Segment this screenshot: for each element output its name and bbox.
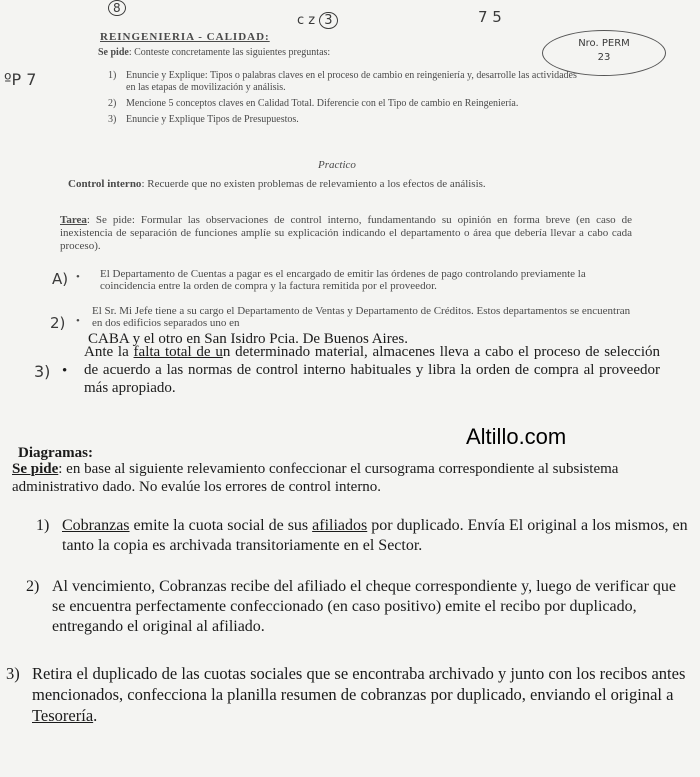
bullet: • (76, 315, 80, 327)
handwritten-item-mark: 2) (50, 314, 66, 332)
diagramas-item-3: 3) Retira el duplicado de las cuotas sociales que se encontraba archivado y junto con los recibos antes mencionados, confecciona la planilla resumen de cobranzas por duplicado, enviando el original a Tesorería. (6, 664, 686, 725)
practico-item-b-continuation: CABA y el otro en San Isidro Pcia. De Buenos Aires. (88, 331, 408, 347)
question-item: 1) Enuncie y Explique: Tipos o palabras claves en el proceso de cambio en reingeniería y, desarrolle las actividades en las etapas de movilización y análisis. (108, 70, 577, 93)
control-interno-paragraph: Control interno: Recuerde que no existen problemas de relevamiento a los efectos de análisis. (68, 178, 486, 190)
handwritten-note: Nro. PERM 23 (542, 30, 666, 76)
question-item: 3) Enuncie y Explique Tipos de Presupuestos. (108, 114, 299, 125)
se-pide-line: Se pide: Conteste concretamente las siguientes preguntas: (98, 47, 331, 58)
tarea-paragraph: Tarea: Se pide: Formular las observaciones de control interno, fundamentando su opinión en forma breve (en caso de inexistencia de separación de funciones amplíe su explicación indicando el departamento o área que debería llevar a cabo cada proceso). (60, 214, 632, 252)
section-title: REINGENIERIA - CALIDAD: (100, 31, 270, 43)
diagramas-se-pide: Se pide: en base al siguiente relevamiento confeccionar el cursograma correspondiente al subsistema administrativo dado. No evalúe los errores de control interno. (12, 461, 619, 495)
practico-title: Practico (318, 159, 356, 171)
practico-item-c: Ante la falta total de un determinado material, almacenes lleva a cabo el proceso de selección de acuerdo a las normas de control interno habituales y libra la orden de compra al proveedor más apropiado. (84, 344, 660, 396)
diagramas-title: Diagramas: (18, 445, 93, 461)
watermark-altillo: Altillo.com (466, 424, 567, 449)
bullet: • (76, 271, 80, 283)
handwritten-margin-mark: ºP 7 (4, 70, 37, 89)
handwritten-mark-mid: c z 3 (297, 12, 338, 29)
handwritten-item-mark: 3) (34, 362, 51, 381)
diagramas-item-2: 2) Al vencimiento, Cobranzas recibe del afiliado el cheque correspondiente y, luego de verificar que se encuentra perfectamente confeccionado (en caso positivo) emite el recibo por duplicado, entregando el original al afiliado. (26, 578, 677, 635)
practico-item-b: El Sr. Mi Jefe tiene a su cargo el Departamento de Ventas y Departamento de Créditos. Estos departamentos se encuentran en dos edificios separados uno en (92, 305, 631, 329)
handwritten-mark-right: 7 5 (478, 8, 502, 26)
bullet: • (62, 363, 68, 379)
handwritten-circle-mark: 8 (108, 0, 126, 16)
handwritten-item-mark: A) (52, 270, 69, 288)
question-item: 2) Mencione 5 conceptos claves en Calidad Total. Diferencie con el Tipo de cambio en Reingeniería. (108, 98, 519, 109)
diagramas-item-1: 1) Cobranzas emite la cuota social de sus afiliados por duplicado. Envía El original a los mismos, en tanto la copia es archivada transitoriamente en el Sector. (36, 517, 688, 554)
practico-item-a: El Departamento de Cuentas a pagar es el encargado de emitir las órdenes de pago controlando previamente la coincidencia entre la orden de compra y la factura remitida por el proveedor. (100, 268, 586, 292)
question-list (108, 70, 578, 126)
